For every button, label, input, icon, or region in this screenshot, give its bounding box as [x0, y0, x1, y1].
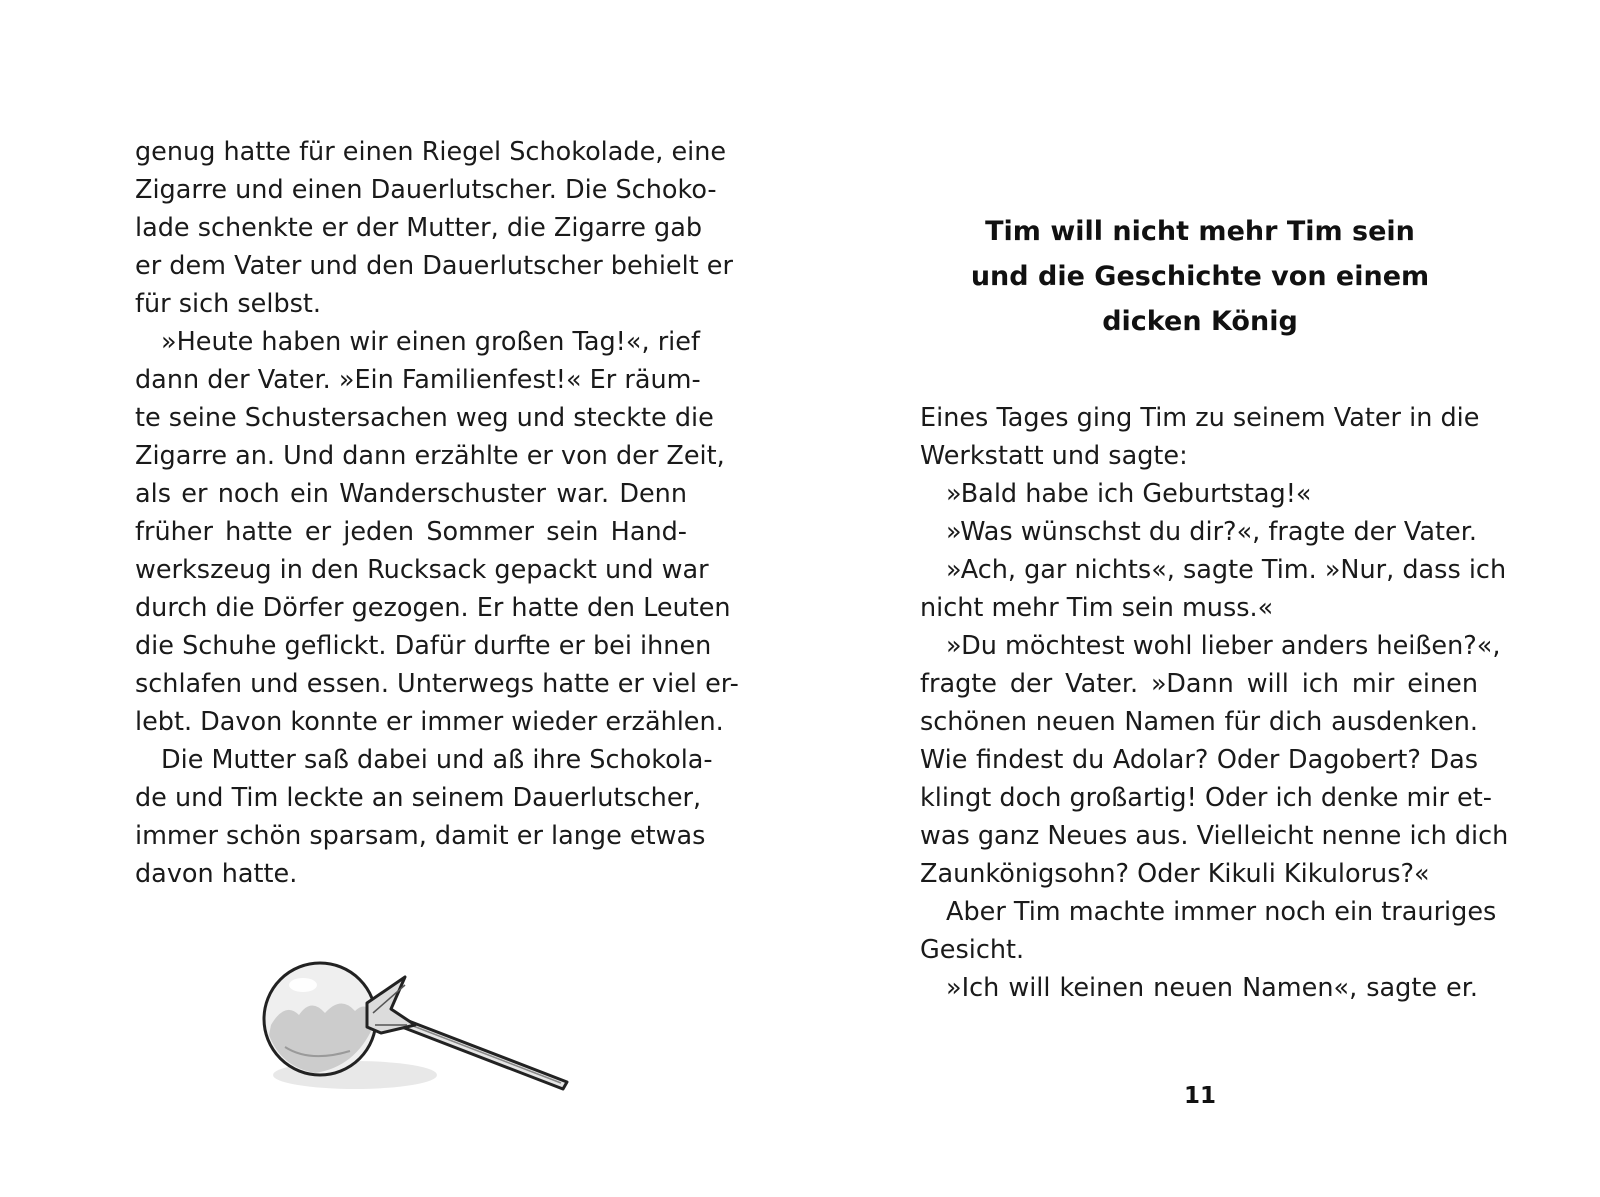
- text-line: nicht mehr Tim sein muss.«: [920, 593, 1274, 623]
- text-line: lebt. Davon konnte er immer wieder erzählen.: [135, 707, 724, 737]
- text-line: Zigarre und einen Dauerlutscher. Die Schoko-: [135, 175, 717, 205]
- text-line: fragte der Vater. »Dann will ich mir einen: [920, 669, 1478, 699]
- text-line: was ganz Neues aus. Vielleicht nenne ich dich: [920, 821, 1509, 851]
- text-line: Eines Tages ging Tim zu seinem Vater in die: [920, 403, 1480, 433]
- text-line: er dem Vater und den Dauerlutscher behielt er: [135, 251, 733, 281]
- chapter-title-line: Tim will nicht mehr Tim sein: [985, 216, 1415, 247]
- text-line: schlafen und essen. Unterwegs hatte er viel er-: [135, 669, 739, 699]
- text-line: de und Tim leckte an seinem Dauerlutscher,: [135, 783, 702, 813]
- chapter-title-line: dicken König: [1102, 306, 1298, 337]
- text-line: »Ach, gar nichts«, sagte Tim. »Nur, dass ich: [946, 555, 1507, 585]
- right-page: [800, 0, 1600, 1197]
- text-line: durch die Dörfer gezogen. Er hatte den Leuten: [135, 593, 731, 623]
- text-line: für sich selbst.: [135, 289, 322, 319]
- text-line: Zigarre an. Und dann erzählte er von der Zeit,: [135, 441, 725, 471]
- chapter-title-line: und die Geschichte von einem: [970, 261, 1430, 292]
- text-line: Werkstatt und sagte:: [920, 441, 1188, 471]
- text-line: lade schenkte er der Mutter, die Zigarre gab: [135, 213, 703, 243]
- text-line: die Schuhe geflickt. Dafür durfte er bei ihnen: [135, 631, 712, 661]
- text-line: klingt doch großartig! Oder ich denke mir et-: [920, 783, 1492, 813]
- text-line: früher hatte er jeden Sommer sein Hand-: [135, 517, 687, 547]
- text-line: »Was wünschst du dir?«, fragte der Vater.: [946, 517, 1477, 547]
- text-line: »Heute haben wir einen großen Tag!«, rief: [161, 327, 700, 357]
- text-line: Die Mutter saß dabei und aß ihre Schokola-: [161, 745, 713, 775]
- text-line: Aber Tim machte immer noch ein trauriges: [946, 897, 1497, 927]
- text-line: genug hatte für einen Riegel Schokolade, eine: [135, 137, 727, 167]
- page-number: 11: [1183, 1083, 1216, 1109]
- text-line: werkszeug in den Rucksack gepackt und war: [135, 555, 709, 585]
- text-line: »Ich will keinen neuen Namen«, sagte er.: [946, 973, 1478, 1003]
- lollipop-illustration: [255, 955, 595, 1105]
- text-line: »Bald habe ich Geburtstag!«: [946, 479, 1312, 509]
- text-line: dann der Vater. »Ein Familienfest!« Er räum-: [135, 365, 701, 395]
- text-line: Wie findest du Adolar? Oder Dagobert? Das: [920, 745, 1478, 775]
- text-line: Zaunkönigsohn? Oder Kikuli Kikulorus?«: [920, 859, 1430, 889]
- text-line: immer schön sparsam, damit er lange etwas: [135, 821, 706, 851]
- text-line: Gesicht.: [920, 935, 1025, 965]
- text-line: te seine Schustersachen weg und steckte die: [135, 403, 714, 433]
- text-line: »Du möchtest wohl lieber anders heißen?«,: [946, 631, 1501, 661]
- text-line: davon hatte.: [135, 859, 298, 889]
- text-line: als er noch ein Wanderschuster war. Denn: [135, 479, 687, 509]
- text-line: schönen neuen Namen für dich ausdenken.: [920, 707, 1478, 737]
